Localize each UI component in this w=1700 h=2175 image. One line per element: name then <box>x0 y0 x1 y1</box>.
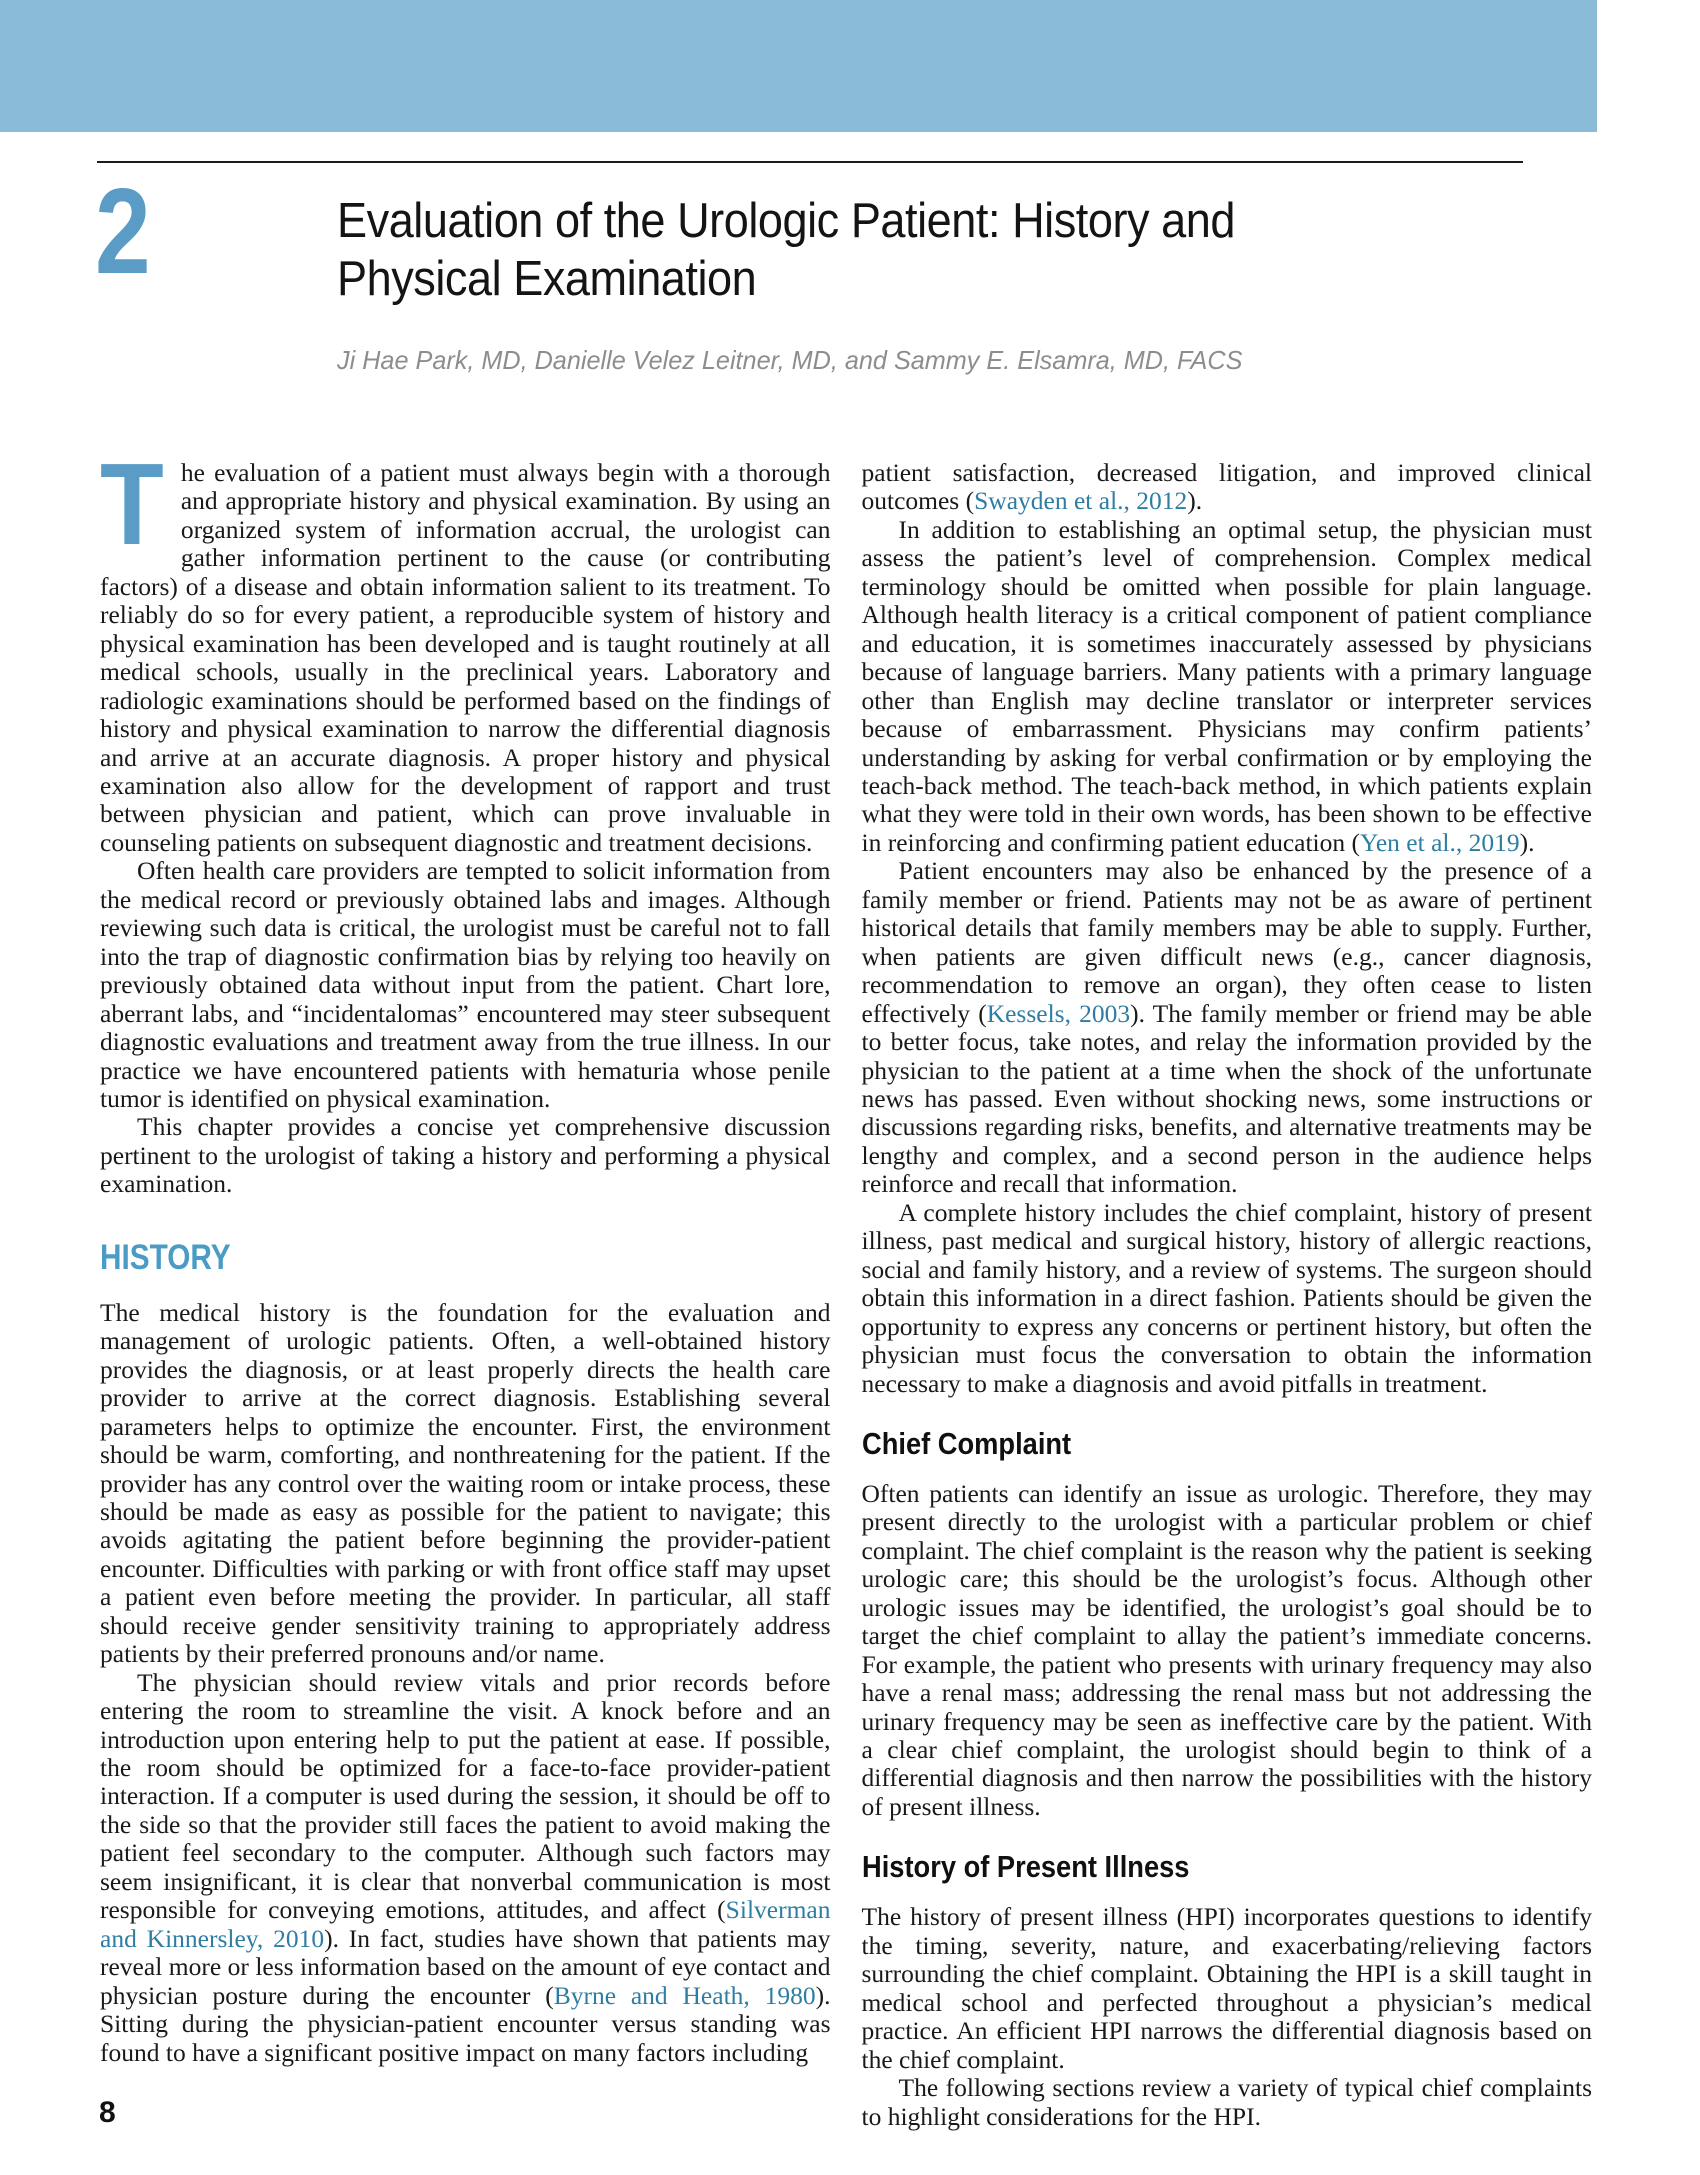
paragraph-text: In addition to establishing an optimal setup, the physician must assess the patient’s level of comprehension. Complex medical terminology should be omitted when possible for plain language. Although health literacy is a critical component of patient compliance and education, it is sometimes inaccurately assessed by physicians because of language barriers. Many patients with a primary language other than English may decline translator or interpreter services because of embarrassment. Physicians may confirm patients’ understanding by asking for verbal confirmation or by employing the teach-back method. The teach-back method, in which patients explain what they were told in their own words, has been shown to be effective in reinforcing and confirming patient education ( <box>861 514 1592 857</box>
paragraph <box>862 459 1593 516</box>
paragraph: A complete history includes the chief complaint, history of present illness, past medical and surgical history, history of allergic reactions, social and family history, and a review of systems. The surgeon should obtain this information in a direct fashion. Patients should be given the opportunity to express any concerns or pertinent history, but often the physician must focus the conversation to obtain the information necessary to make a diagnosis and avoid pitfalls in treatment. <box>861 1197 1592 1398</box>
paragraph <box>100 1669 831 2067</box>
citation-link-silverman-kinnersley[interactable]: Silverman and Kinnersley, 2010 <box>100 1895 831 1953</box>
paragraph: The following sections review a variety of typical chief complaints to highlight considerations for the HPI. <box>861 2073 1592 2131</box>
chapter-number: 2 <box>95 163 151 299</box>
citation-link-yen[interactable]: Yen et al., 2019 <box>1360 827 1520 857</box>
paragraph: Often patients can identify an issue as urologic. Therefore, they may present directly to the urologist with a particular problem or chief complaint. The chief complaint is the reason why the patient is seeking urologic care; this should be the urologist’s focus. Although other urologic issues may be identified, the urologist’s goal should be to target the chief complaint to allay the patient’s immediate concerns. For example, the patient who presents with urinary frequency may also have a renal mass; addressing the renal mass but not addressing the urinary frequency may be seen as ineffective care by the patient. With a clear chief complaint, the urologist should begin to think of a differential diagnosis and then narrow the possibilities with the history of present illness. <box>861 1478 1592 1821</box>
subheading-history-of-present-illness: History of Present Illness <box>861 1849 1189 1885</box>
paragraph <box>100 439 831 857</box>
chapter-title <box>337 192 1235 308</box>
paragraph-text: ). Sitting during the physician-patient encounter versus standing was found to have a significant positive impact on many factors including <box>100 1980 831 2067</box>
paragraph-text: ). The family member or friend may be able to better focus, take notes, and relay the information provided by the physician to the patient at a time when the shock of the unfortunate news has passed. Even without shocking news, some instructions or discussions regarding risks, benefits, and alternative treatments may be lengthy and complex, and a second person in the audience helps reinforce and recall that information. <box>861 998 1592 1199</box>
chapter-title-line2: Physical Examination <box>337 252 757 306</box>
paragraph: Often health care providers are tempted to solicit information from the medical record or previously obtained labs and images. Although reviewing such data is critical, the urologist must be careful not to fall into the trap of diagnostic confirmation bias by relying too heavily on previously obtained data without input from the patient. Chart lore, aberrant labs, and “incidentalomas” encountered may steer subsequent diagnostic evaluations and treatment away from the true illness. In our practice we have encountered patients with hematuria whose penile tumor is identified on physical examination. <box>100 856 831 1113</box>
paragraph: This chapter provides a concise yet comprehensive discussion pertinent to the urologist of taking a history and performing a physical examination. <box>100 1112 831 1199</box>
paragraph: The history of present illness (HPI) incorporates questions to identify the timing, severity, nature, and exacerbating/relieving factors surrounding the chief complaint. Obtaining the HPI is a skill taught in medical school and perfected throughout a physician’s medical practice. An efficient HPI narrows the differential diagnosis based on the chief complaint. <box>861 1902 1592 2074</box>
paragraph-text: he evaluation of a patient must always begin with a thorough and appropriate history and physical examination. By using an organized system of information accrual, the urologist can gather information pertinent to the cause (or contributing factors) of a disease and obtain information salient to its treatment. To reliably do so for every patient, a reproducible system of history and physical examination has been developed and is taught routinely at all medical schools, usually in the preclinical years. Laboratory and radiologic examinations should be performed based on the findings of history and physical examination to narrow the differential diagnosis and arrive at an accurate diagnosis. A proper history and physical examination also allow for the development of rapport and trust between physician and patient, which can prove invaluable in counseling patients on subsequent diagnostic and treatment decisions. <box>100 458 831 857</box>
drop-cap: T <box>100 439 164 569</box>
right-column <box>862 459 1593 2131</box>
citation-link-byrne-heath[interactable]: Byrne and Heath, 1980 <box>553 1980 816 2010</box>
citation-link-kessels[interactable]: Kessels, 2003 <box>986 998 1131 1028</box>
paragraph-text: The physician should review vitals and prior records before entering the room to streamline the visit. A knock before and an introduction upon entering help to put the patient at ease. If possible, the room should be optimized for a face-to-face provider-patient interaction. If a computer is used during the session, it should be off to the side so that the provider still faces the patient to avoid making the patient feel secondary to the computer. Although such factors may seem insignificant, it is clear that nonverbal communication is most responsible for conveying emotions, attitudes, and affect ( <box>100 1667 831 1925</box>
chapter-title-line1: Evaluation of the Urologic Patient: History and <box>337 194 1236 248</box>
paragraph: The medical history is the foundation for the evaluation and management of urologic patients. Often, a well-obtained history provides the diagnosis, or at least properly directs the health care provider to arrive at the correct diagnosis. Establishing several parameters helps to optimize the encounter. First, the environment should be warm, comforting, and nonthreatening for the patient. If the provider has any control over the waiting room or intake process, these should be made as easy as possible for the patient to navigate; this avoids agitating the patient before beginning the provider-patient encounter. Difficulties with parking or with front office staff may upset a patient even before meeting the provider. In particular, all staff should receive gender sensitivity training to appropriately address patients by their preferred pronouns and/or name. <box>100 1297 831 1669</box>
paragraph-text: Patient encounters may also be enhanced by the presence of a family member or friend. Patients may not be as aware of pertinent historical details that family members may be able to supply. Further, when patients are given difficult news (e.g., cancer diagnosis, recommendation to remove an organ), they often cease to listen effectively ( <box>861 856 1592 1028</box>
paragraph <box>862 857 1593 1198</box>
section-heading-history: HISTORY <box>100 1237 231 1277</box>
page-number: 8 <box>99 2096 116 2129</box>
chapter-divider-rule <box>97 161 1523 163</box>
chapter-authors: Ji Hae Park, MD, Danielle Velez Leitner, MD, and Sammy E. Elsamra, MD, FACS <box>337 345 1243 375</box>
paragraph <box>862 516 1593 857</box>
body-columns <box>100 439 1592 2131</box>
top-banner <box>0 0 1597 132</box>
left-column <box>100 439 831 2131</box>
paragraph-text: ). <box>1519 827 1535 857</box>
citation-link-swayden[interactable]: Swayden et al., 2012 <box>974 486 1188 516</box>
paragraph-text: ). <box>1187 486 1203 516</box>
paragraph-text: patient satisfaction, decreased litigation, and improved clinical outcomes ( <box>861 458 1592 516</box>
paragraph-text: ). In fact, studies have shown that patients may reveal more or less information based on the amount of eye contact and physician posture during the encounter ( <box>100 1923 831 2010</box>
subheading-chief-complaint: Chief Complaint <box>861 1425 1071 1461</box>
